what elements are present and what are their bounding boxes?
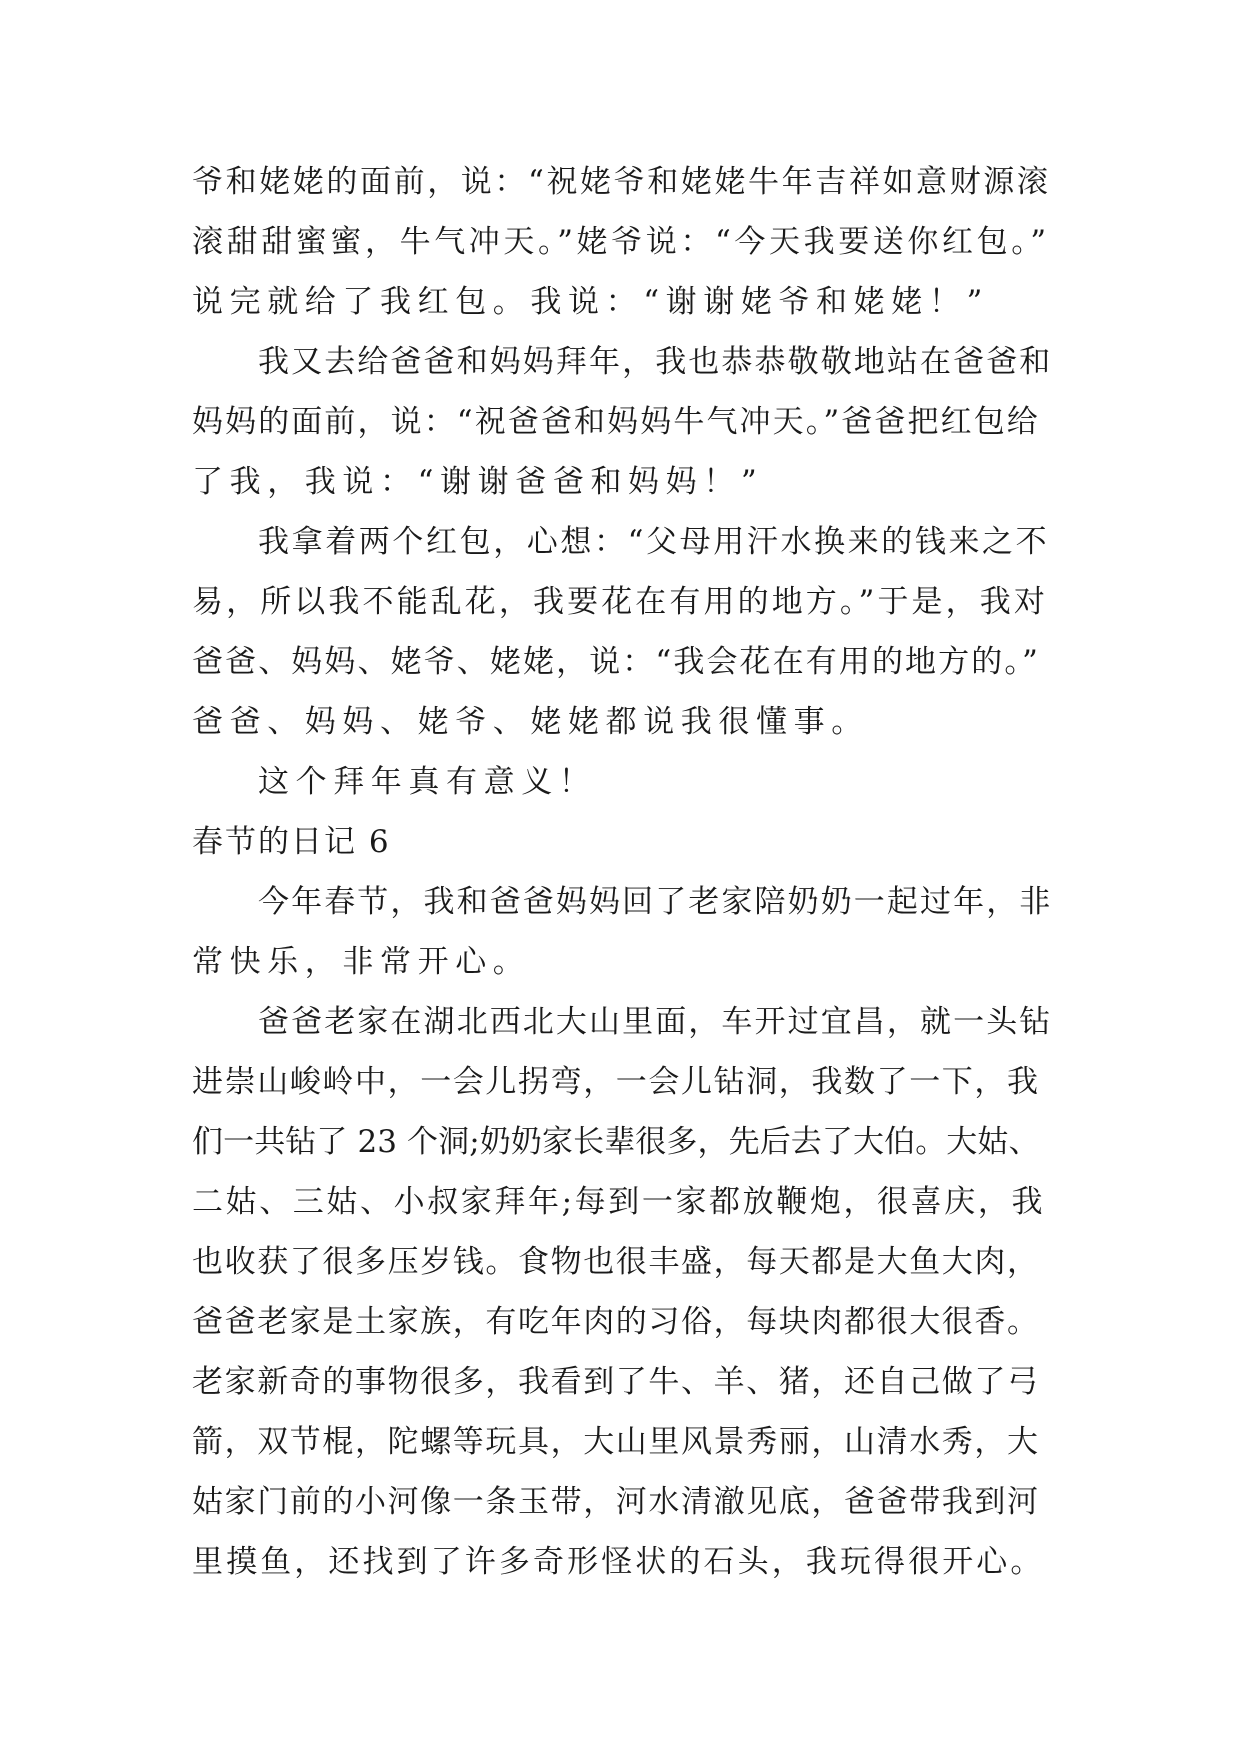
text-line: 老家新奇的事物很多，我看到了牛、羊、猪，还自己做了弓 xyxy=(192,1364,1040,1400)
text-line: 常快乐，非常开心。 xyxy=(192,944,531,980)
text-line: 爸爸老家是土家族，有吃年肉的习俗，每块肉都很大很香。 xyxy=(192,1304,1040,1340)
text-line: 也收获了很多压岁钱。食物也很丰盛，每天都是大鱼大肉， xyxy=(192,1244,1040,1280)
paragraph-first-line: 我又去给爸爸和妈妈拜年，我也恭恭敬敬地站在爸爸和 xyxy=(258,344,1053,380)
text-line: 箭，双节棍，陀螺等玩具，大山里风景秀丽，山清水秀，大 xyxy=(192,1424,1040,1460)
paragraph-first-line: 我拿着两个红包，心想：“父母用汗水换来的钱来之不 xyxy=(258,524,1050,560)
text-line: 滚甜甜蜜蜜，牛气冲天。”姥爷说：“今天我要送你红包。” xyxy=(192,224,1050,260)
paragraph-first-line: 这个拜年真有意义！ xyxy=(258,764,597,800)
paragraph-first-line: 爸爸老家在湖北西北大山里面，车开过宜昌，就一头钻 xyxy=(258,1004,1053,1040)
text-line: 易，所以我不能乱花，我要花在有用的地方。”于是，我对 xyxy=(192,584,1048,620)
text-line: 姑家门前的小河像一条玉带，河水清澈见底，爸爸带我到河 xyxy=(192,1484,1040,1520)
text-line: 妈妈的面前，说：“祝爸爸和妈妈牛气冲天。”爸爸把红包给 xyxy=(192,404,1040,440)
text-line: 爸爸、妈妈、姥爷、姥姥都说我很懂事。 xyxy=(192,704,869,740)
text-line: 说完就给了我红包。我说：“谢谢姥爷和姥姥！” xyxy=(192,284,989,320)
document-body xyxy=(192,152,1052,1592)
text-line: 爸爸、妈妈、姥爷、姥姥，说：“我会花在有用的地方的。” xyxy=(192,644,1040,680)
text-line: 二姑、三姑、小叔家拜年;每到一家都放鞭炮，很喜庆，我 xyxy=(192,1184,1046,1220)
paragraph-first-line: 今年春节，我和爸爸妈妈回了老家陪奶奶一起过年，非 xyxy=(258,884,1053,920)
section-title: 春节的日记 6 xyxy=(192,824,391,860)
text-line: 里摸鱼，还找到了许多奇形怪状的石头，我玩得很开心。 xyxy=(192,1544,1045,1580)
text-line: 们一共钻了 23 个洞;奶奶家长辈很多，先后去了大伯。大姑、 xyxy=(192,1124,1040,1160)
text-line: 爷和姥姥的面前，说：“祝姥爷和姥姥牛年吉祥如意财源滚 xyxy=(192,164,1051,200)
text-line: 进崇山峻岭中，一会儿拐弯，一会儿钻洞，我数了一下，我 xyxy=(192,1064,1040,1100)
text-line: 了我，我说：“谢谢爸爸和妈妈！” xyxy=(192,464,764,500)
